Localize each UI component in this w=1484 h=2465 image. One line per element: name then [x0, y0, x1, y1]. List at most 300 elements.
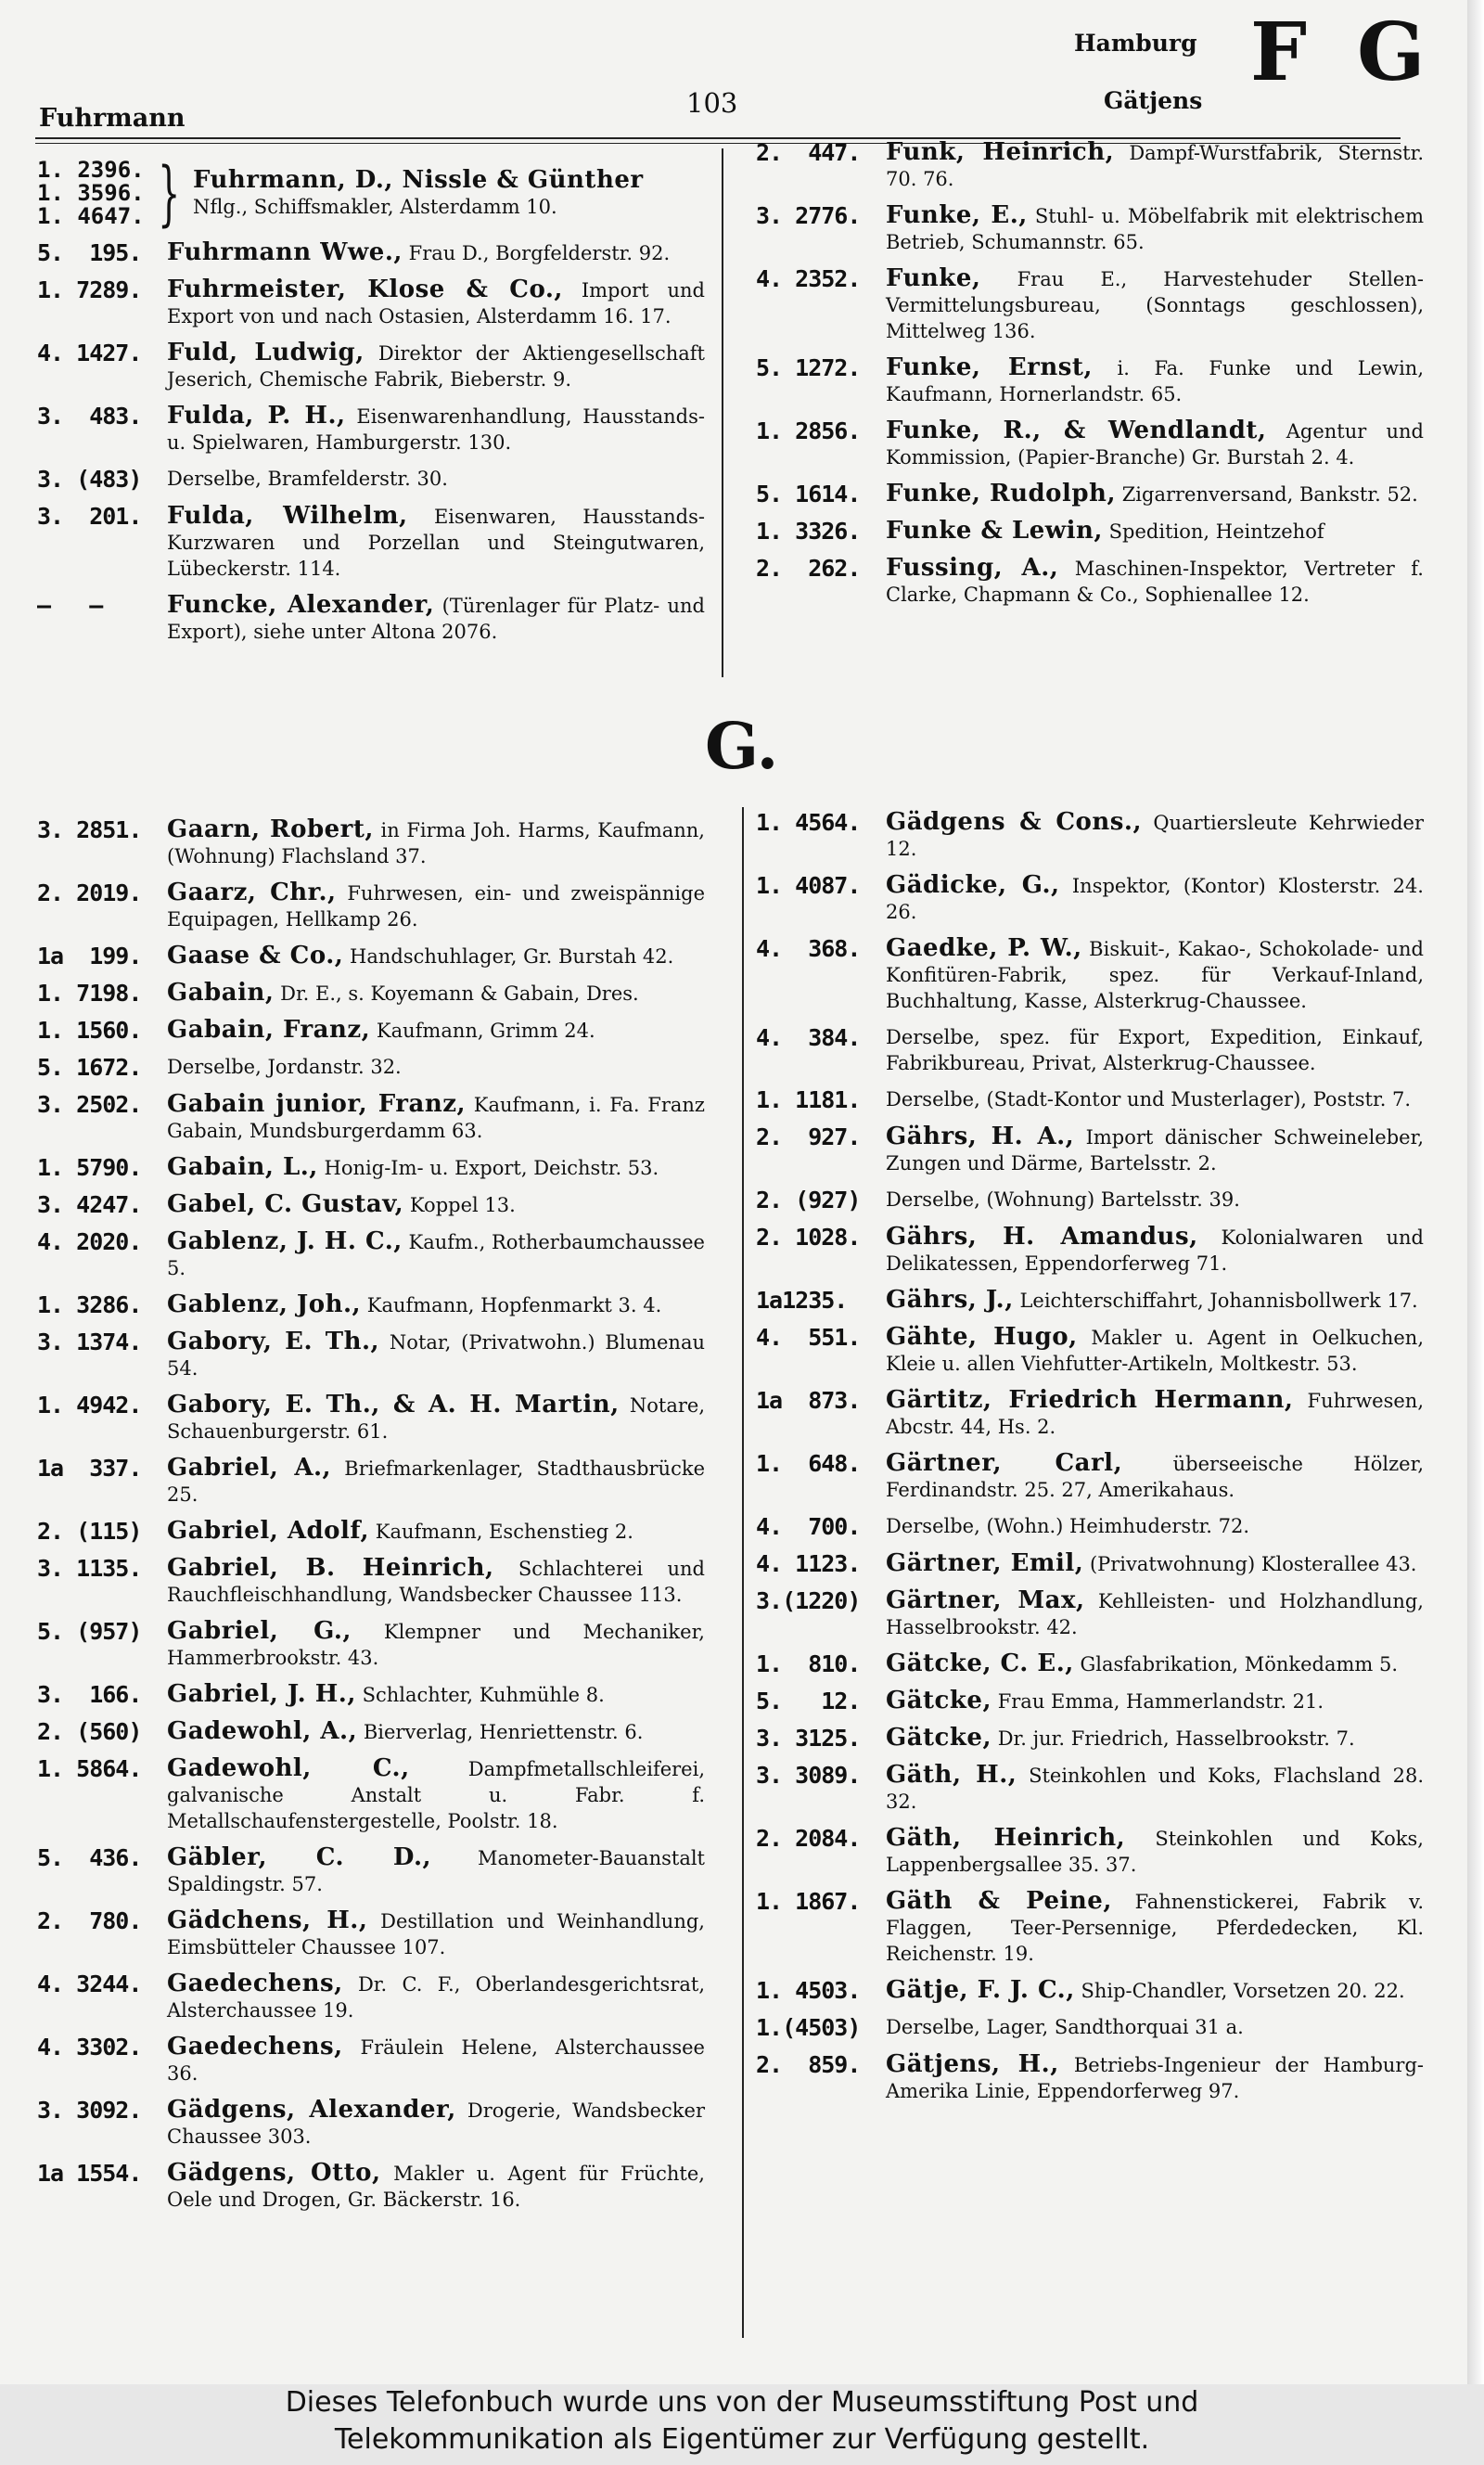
list-item [756, 1387, 1424, 1440]
list-item [37, 592, 705, 645]
entry-detail: Notar, (Privatwohn.) Blumenau 54. [167, 1331, 705, 1380]
entry-name: Fuld, Ludwig, [167, 339, 365, 366]
entry-name: Gaedechens, [167, 2033, 343, 2061]
phone-number: 3. 3089. [756, 1762, 861, 1789]
phone-number: 1a 199. [37, 943, 142, 969]
entry-text [167, 1555, 705, 1608]
entry-detail: Frau E., Harvestehuder Stellen-Vermittelungsbureau, (Sonntags geschlossen), Mittelweg 136. [886, 268, 1424, 342]
phone-number: 3. 2502. [37, 1091, 142, 1118]
entry-name: Gabain junior, Franz, [167, 1090, 467, 1118]
entry-text [886, 1024, 1424, 1076]
list-item [37, 1844, 705, 1897]
entry-name: Gabel, C. Gustav, [167, 1190, 404, 1218]
phone-number: 4. 1427. [37, 340, 142, 366]
list-item [756, 139, 1424, 192]
entry-detail: Fuhrwesen, Abcstr. 44, Hs. 2. [886, 1390, 1424, 1438]
entry-detail: Agentur und Kommission, (Papier-Branche) Gr. Burstah 2. 4. [886, 420, 1424, 469]
entry-text [167, 276, 705, 329]
entry-name: Funke, [886, 264, 981, 292]
header-first-name: Fuhrmann [39, 104, 186, 133]
entry-text [167, 1228, 705, 1281]
list-item [37, 1154, 705, 1181]
entry-name: Gabriel, B. Heinrich, [167, 1554, 494, 1582]
entry-name: Gätcke, C. E., [886, 1650, 1074, 1677]
list-item [37, 980, 705, 1007]
entry-text [167, 1618, 705, 1671]
list-item [37, 1291, 705, 1318]
entry-detail: Inspektor, (Kontor) Klosterstr. 24. 26. [886, 875, 1424, 923]
phone-number: 1a 873. [756, 1387, 861, 1414]
phone-number: 1a 337. [37, 1455, 142, 1482]
entry-text [167, 403, 705, 456]
phone-number: 3. 4247. [37, 1191, 142, 1218]
list-item [37, 2034, 705, 2086]
list-item [37, 1228, 705, 1281]
list-item [756, 1513, 1424, 1540]
entry-detail: Frau D., Borgfelderstr. 92. [408, 242, 671, 264]
entry-name: Gädgens & Cons., [886, 808, 1142, 836]
g-left-column [37, 816, 705, 2223]
entry-text [886, 1086, 1424, 1113]
entry-name: Gätje, F. J. C., [886, 1976, 1075, 2004]
entry-text [886, 1825, 1424, 1878]
entry-text [167, 1907, 705, 1960]
entry-text [886, 354, 1424, 407]
entry-name: Gadewohl, C., [167, 1754, 410, 1782]
entry-detail: Derselbe, (Wohnung) Bartelsstr. 39. [886, 1188, 1240, 1211]
list-item [756, 1123, 1424, 1176]
phone-number: 1. 5864. [37, 1755, 142, 1782]
list-item [37, 879, 705, 932]
entry-detail: Frau Emma, Hammerlandstr. 21. [997, 1690, 1324, 1713]
entry-text [167, 1329, 705, 1381]
f-left-column [37, 151, 706, 655]
entry-text [886, 202, 1424, 255]
entry-text [167, 239, 705, 266]
entry-text [886, 1224, 1424, 1277]
entry-name: Gäth & Peine, [886, 1887, 1112, 1915]
phone-number: 1. 3326. [756, 518, 861, 545]
entry-text [886, 1287, 1424, 1314]
list-item [37, 276, 705, 329]
entry-text [886, 872, 1424, 925]
entry-detail: Derselbe, Jordanstr. 32. [167, 1056, 402, 1078]
entry-text [886, 1725, 1424, 1752]
entry-detail: Eisenwaren, Hausstands-Kurzwaren und Porzellan und Steingutwaren, Lübeckerstr. 114. [167, 506, 705, 580]
entry-detail: Import dänischer Schweineleber, Zungen und Därme, Bartelsstr. 2. [886, 1126, 1424, 1175]
phone-number: 5. 1272. [756, 354, 861, 381]
list-item [37, 1329, 705, 1381]
phone-number: 5. 1614. [756, 481, 861, 507]
entry-name: Gädicke, G., [886, 871, 1060, 899]
list-item [756, 1888, 1424, 1967]
phone-number: 1. 648. [756, 1450, 861, 1477]
notice-line-2: Telekommunikation als Eigentümer zur Verfügung gestellt. [334, 2423, 1150, 2456]
list-item [756, 417, 1424, 470]
entry-detail: Derselbe, Bramfelderstr. 30. [167, 468, 448, 490]
list-item [37, 1555, 705, 1608]
entry-detail: Kehlleisten- und Holzhandlung, Hasselbrookstr. 42. [886, 1590, 1424, 1638]
entry-text [167, 1054, 705, 1081]
entry-name: Funke, Ernst, [886, 353, 1093, 381]
phone-number: 3. 2851. [37, 816, 142, 843]
entry-name: Gätcke, [886, 1724, 991, 1752]
entry-name: Gabriel, Adolf, [167, 1517, 370, 1545]
list-item [37, 503, 705, 582]
entry-name: Gabriel, A., [167, 1454, 332, 1482]
phone-number: 1a1235. [756, 1287, 848, 1314]
entry-detail: Steinkohlen und Koks, Lappenbergsallee 35. 37. [886, 1828, 1424, 1876]
entry-name: Fussing, A., [886, 554, 1059, 582]
phone-number: 1. 1560. [37, 1017, 142, 1044]
entry-detail: Direktor der Aktiengesellschaft Jeserich, Chemische Fabrik, Bieberstr. 9. [167, 342, 705, 391]
entry-detail: Glasfabrikation, Mönkedamm 5. [1080, 1653, 1399, 1675]
notice-line-1: Dieses Telefonbuch wurde uns von der Museumsstiftung Post und [285, 2386, 1199, 2419]
entry-detail: Kaufmann, i. Fa. Franz Gabain, Mundsburgerdamm 63. [167, 1094, 705, 1142]
entry-name: Gaedke, P. W., [886, 934, 1082, 962]
entry-detail: Koppel 13. [409, 1194, 516, 1216]
entry-name: Gährs, H. Amandus, [886, 1223, 1198, 1251]
list-item [756, 1650, 1424, 1677]
entry-name: Gabory, E. Th., [167, 1328, 380, 1355]
phone-number: 5. 1672. [37, 1054, 142, 1081]
entry-name: Funke, Rudolph, [886, 480, 1117, 507]
entry-text [167, 1971, 705, 2023]
entry-name: Gablenz, Joh., [167, 1290, 362, 1318]
list-item [37, 816, 705, 869]
entry-text [167, 592, 705, 645]
phone-number: 2. (115) [37, 1518, 142, 1545]
list-item [37, 1191, 705, 1218]
header-city: Hamburg [1074, 30, 1197, 57]
phone-number: 4. 2352. [756, 265, 861, 292]
entry-name: Gaedechens, [167, 1970, 343, 1997]
list-item [37, 1091, 705, 1144]
list-item [37, 1054, 705, 1081]
list-item [37, 1392, 705, 1444]
entry-detail: Fräulein Helene, Alsterchaussee 36. [167, 2036, 705, 2085]
list-item [37, 1618, 705, 1671]
entry-detail: Schlachter, Kuhmühle 8. [362, 1684, 605, 1706]
entry-detail: Biskuit-, Kakao-, Schokolade- und Konfitüren-Fabrik, spez. für Verkauf-Inland, Buchhaltung, Kasse, Alsterkrug-Chaussee. [886, 938, 1424, 1012]
brace-symbol: } [157, 151, 180, 234]
list-item [37, 1971, 705, 2023]
phone-number: 3.(1220) [756, 1587, 861, 1614]
entry-name: Funke, R., & Wendlandt, [886, 417, 1267, 444]
entry-text [886, 1513, 1424, 1540]
list-item [756, 265, 1424, 344]
phone-number: 2. 780. [37, 1907, 142, 1934]
entry-detail: Kolonialwaren und Delikatessen, Eppendorferweg 71. [886, 1226, 1424, 1275]
phone-number: 3. 2776. [756, 202, 861, 229]
phone-number: 1. 1181. [756, 1086, 861, 1113]
phone-number: 2. 859. [756, 2051, 861, 2078]
entry-text [886, 1450, 1424, 1503]
entry-detail: Makler u. Agent für Früchte, Oele und Drogen, Gr. Bäckerstr. 16. [167, 2163, 705, 2211]
entry-detail: Leichterschiffahrt, Johannisbollwerk 17. [1019, 1290, 1418, 1312]
phone-number: 4. 1123. [756, 1550, 861, 1577]
entry-text [886, 1688, 1424, 1714]
entry-text [167, 1455, 705, 1508]
entry-text [886, 1650, 1424, 1677]
phone-number: 1. 3286. [37, 1291, 142, 1318]
entry-text [886, 1977, 1424, 2004]
entry-name: Gäbler, C. D., [167, 1843, 432, 1871]
list-item [37, 403, 705, 456]
entry-detail: Dampfmetallschleiferei, galvanische Anstalt u. Fabr. f. Metallschaufenstergestelle, Poolstr. 18. [167, 1758, 705, 1832]
entry-detail: Quartiersleute Kehrwieder 12. [886, 812, 1424, 860]
entry-detail: Import und Export von und nach Ostasien, Alsterdamm 16. 17. [167, 279, 705, 327]
entry-detail: in Firma Joh. Harms, Kaufmann, (Wohnung) Flachsland 37. [167, 819, 705, 867]
entry-text [167, 340, 705, 392]
phone-number: 5. 195. [37, 239, 142, 266]
list-item [37, 1681, 705, 1708]
list-item [37, 239, 705, 266]
phone-number: 2. 1028. [756, 1224, 861, 1251]
entry-name: Gabriel, G., [167, 1617, 352, 1645]
entry-name: Funcke, Alexander, [167, 591, 435, 619]
entry-detail: Handschuhlager, Gr. Burstah 42. [350, 945, 674, 968]
entry-text [886, 555, 1424, 608]
entry-text [167, 1681, 705, 1708]
entry-text [886, 1324, 1424, 1377]
list-item [37, 340, 705, 392]
list-item [37, 1518, 705, 1545]
entry-text [167, 2160, 705, 2213]
entry-text [167, 879, 705, 932]
entry-detail: Maschinen-Inspektor, Vertreter f. Clarke, Chapmann & Co., Sophienallee 12. [886, 558, 1424, 606]
phone-number: 3. 3125. [756, 1725, 861, 1752]
entry-text [886, 1550, 1424, 1577]
entry-text [167, 1755, 705, 1834]
phone-number: 4. 700. [756, 1513, 861, 1540]
list-item [756, 872, 1424, 925]
entry-detail: (Privatwohnung) Klosterallee 43. [1089, 1553, 1417, 1575]
entry-name: Gädgens, Alexander, [167, 2096, 456, 2124]
entry-name: Funke, E., [886, 201, 1028, 229]
entry-name: Fuhrmeister, Klose & Co., [167, 276, 563, 303]
entry-text [886, 1387, 1424, 1440]
entry-detail: Derselbe, (Wohn.) Heimhuderstr. 72. [886, 1515, 1250, 1537]
entry-detail: Drogerie, Wandsbecker Chaussee 303. [167, 2099, 705, 2148]
entry-text [167, 1154, 705, 1181]
entry-text [167, 1844, 705, 1897]
entry-detail: Dampf-Wurstfabrik, Sternstr. 70. 76. [886, 142, 1424, 190]
phone-number: 2. 262. [756, 555, 861, 582]
entry-detail: i. Fa. Funke und Lewin, Kaufmann, Hornerlandstr. 65. [886, 357, 1424, 405]
entry-name: Gädchens, H., [167, 1907, 368, 1934]
entry-text [886, 809, 1424, 862]
phone-number: 2. 447. [756, 139, 861, 166]
entry-name: Gabain, Franz, [167, 1016, 371, 1044]
list-item [37, 943, 705, 969]
phone-number: 5. 12. [756, 1688, 861, 1714]
phone-number: 1. 7289. [37, 276, 142, 303]
list-item [37, 2097, 705, 2150]
list-item [756, 1024, 1424, 1076]
page-number: 103 [686, 87, 738, 119]
list-item [756, 555, 1424, 608]
entry-name: Gätcke, [886, 1687, 991, 1714]
entry-detail: Eisenwarenhandlung, Hausstands- u. Spielwaren, Hamburgerstr. 130. [167, 405, 706, 454]
phone-number: 3. 1135. [37, 1555, 142, 1582]
entry-detail: (Türenlager für Platz- und Export), siehe unter Altona 2076. [167, 595, 705, 643]
entry-detail: Kaufm., Rotherbaumchaussee 5. [167, 1231, 705, 1279]
entry-detail: Steinkohlen und Koks, Flachsland 28. 32. [886, 1765, 1424, 1813]
list-item [756, 1450, 1424, 1503]
entry-text [167, 2034, 705, 2086]
phone-number: 4. 3244. [37, 1971, 142, 1997]
phone-number: 4. 368. [756, 935, 861, 962]
entry-name: Fuhrmann Wwe., [167, 238, 403, 266]
phone-number: 3. 201. [37, 503, 142, 530]
entry-name: Gärtner, Carl, [886, 1449, 1123, 1477]
header-letters: F G [1250, 6, 1437, 99]
entry-text [886, 1187, 1424, 1213]
entry-name: Gabory, E. Th., & A. H. Martin, [167, 1391, 620, 1419]
f-right-column [756, 139, 1424, 618]
list-item [756, 1825, 1424, 1878]
list-item [37, 1455, 705, 1508]
entry-text [167, 466, 705, 493]
list-item [37, 1755, 705, 1834]
entry-name: Gädgens, Otto, [167, 2159, 381, 2187]
entry-text [886, 2051, 1424, 2104]
entry-detail: Nflg., Schiffsmakler, Alsterdamm 10. [192, 195, 557, 218]
entry-name: Gährs, J., [886, 1286, 1014, 1314]
entry-detail: Klempner und Mechaniker, Hammerbrookstr. 43. [167, 1621, 705, 1669]
entry-detail: Zigarrenversand, Bankstr. 52. [1121, 483, 1418, 506]
entry-text [167, 816, 705, 869]
entry-detail: Honig-Im- u. Export, Deichstr. 53. [324, 1157, 659, 1179]
entry-name: Gätjens, H., [886, 2050, 1059, 2078]
entry-name: Gablenz, J. H. C., [167, 1227, 403, 1255]
phone-number: 1. 4564. [756, 809, 861, 836]
entry-name: Gaarn, Robert, [167, 815, 374, 843]
section-letter: G. [705, 710, 779, 784]
column-divider-top [722, 148, 723, 677]
entry-detail: Schlachterei und Rauchfleischhandlung, Wandsbecker Chaussee 113. [167, 1558, 705, 1606]
phone-number: 1a 1554. [37, 2160, 142, 2187]
list-item [756, 354, 1424, 407]
entry-detail: überseeische Hölzer, Ferdinandstr. 25. 27, Amerikahaus. [886, 1453, 1424, 1501]
entry-detail: Fahnenstickerei, Fabrik v. Flaggen, Teer-Persennige, Pferdedecken, Kl. Reichenstr. 19. [886, 1891, 1425, 1965]
header-last-name: Gätjens [1104, 87, 1203, 114]
entry-text [886, 935, 1424, 1014]
entry-detail: Dr. E., s. Koyemann & Gabain, Dres. [280, 982, 639, 1005]
phone-number: 2. (560) [37, 1718, 142, 1745]
phone-number: 4. 384. [756, 1024, 861, 1051]
entry-text [886, 518, 1424, 545]
phone-numbers: 1. 2396. 1. 3596. 1. 4647. [37, 156, 145, 229]
list-item [756, 809, 1424, 862]
column-divider-bottom [742, 807, 744, 2338]
list-item [756, 518, 1424, 545]
entry-name: Funk, Heinrich, [886, 138, 1115, 166]
phone-number: 2. 927. [756, 1123, 861, 1150]
list-item [756, 1224, 1424, 1277]
list-item [37, 151, 705, 234]
phone-number: 5. 436. [37, 1844, 142, 1871]
page-edge [1467, 0, 1484, 2384]
list-item [37, 1718, 705, 1745]
entry-text [167, 1291, 705, 1318]
entry-text [167, 1091, 705, 1144]
entry-detail: Dr. jur. Friedrich, Hasselbrookstr. 7. [997, 1727, 1355, 1750]
entry-name: Gähte, Hugo, [886, 1323, 1078, 1351]
entry-text [886, 417, 1424, 470]
phone-number: 1. 2856. [756, 417, 861, 444]
phone-number: 3. 3092. [37, 2097, 142, 2124]
entry-detail: Spedition, Heintzehof [1108, 520, 1324, 543]
list-item [756, 1287, 1424, 1314]
entry-name: Gäth, Heinrich, [886, 1824, 1126, 1852]
entry-detail: Kaufmann, Hopfenmarkt 3. 4. [366, 1294, 662, 1316]
list-item [37, 1907, 705, 1960]
entry-name: Gärtitz, Friedrich Hermann, [886, 1386, 1294, 1414]
entry-name: Gaase & Co., [167, 942, 344, 969]
entry-text [886, 1762, 1424, 1815]
phone-number: 1. 4087. [756, 872, 861, 899]
entry-name: Gärtner, Max, [886, 1586, 1085, 1614]
entry-text [167, 1518, 705, 1545]
entry-text [167, 980, 705, 1007]
phone-number: 1.(4503) [756, 2014, 861, 2041]
list-item [756, 1187, 1424, 1213]
list-item [756, 2051, 1424, 2104]
phone-number: 1. 1867. [756, 1888, 861, 1915]
entry-detail: Fuhrwesen, ein- und zweispännige Equipagen, Hellkamp 26. [167, 882, 705, 931]
entry-text [167, 1191, 705, 1218]
phone-number: 2. (927) [756, 1187, 861, 1213]
phone-number: 5. (957) [37, 1618, 142, 1645]
list-item [756, 1587, 1424, 1640]
phone-number: 1. 5790. [37, 1154, 142, 1181]
phone-number: 4. 551. [756, 1324, 861, 1351]
ownership-notice [0, 2384, 1484, 2465]
phone-number: 3. (483) [37, 466, 142, 493]
list-item [756, 1762, 1424, 1815]
entry-text [886, 1888, 1424, 1967]
list-item [756, 1977, 1424, 2004]
phone-number: 3. 166. [37, 1681, 142, 1708]
entry-text [167, 1392, 705, 1444]
entry-name: Gäth, H., [886, 1761, 1017, 1789]
entry-name: Fulda, Wilhelm, [167, 502, 408, 530]
list-item [756, 935, 1424, 1014]
entry-name: Fuhrmann, D., Nissle & Günther [192, 165, 644, 194]
entry-detail: Ship-Chandler, Vorsetzen 20. 22. [1081, 1980, 1405, 2002]
list-item [756, 1688, 1424, 1714]
entry-detail: Destillation und Weinhandlung, Eimsbütteler Chaussee 107. [167, 1910, 705, 1958]
list-item [37, 1017, 705, 1044]
phone-number: 1. 4942. [37, 1392, 142, 1419]
entry-name: Gärtner, Emil, [886, 1549, 1084, 1577]
entry-detail: Dr. C. F., Oberlandesgerichtsrat, Alsterchaussee 19. [167, 1973, 705, 2022]
entry-name: Gaarz, Chr., [167, 879, 337, 906]
entry-detail: Makler u. Agent in Oelkuchen, Kleie u. allen Viehfutter-Artikeln, Moltkestr. 53. [886, 1327, 1424, 1375]
phone-number: 3. 1374. [37, 1329, 142, 1355]
entry-detail: Briefmarkenlager, Stadthausbrücke 25. [167, 1457, 705, 1506]
phone-number: 4. 2020. [37, 1228, 142, 1255]
entry-text [886, 139, 1424, 192]
list-item [756, 1086, 1424, 1113]
phone-number: 4. 3302. [37, 2034, 142, 2061]
g-right-column [756, 809, 1424, 2114]
phone-number: 3. 483. [37, 403, 142, 430]
entry-detail: Derselbe, (Stadt-Kontor und Musterlager), Poststr. 7. [886, 1088, 1412, 1111]
phone-number: 1. 7198. [37, 980, 142, 1007]
